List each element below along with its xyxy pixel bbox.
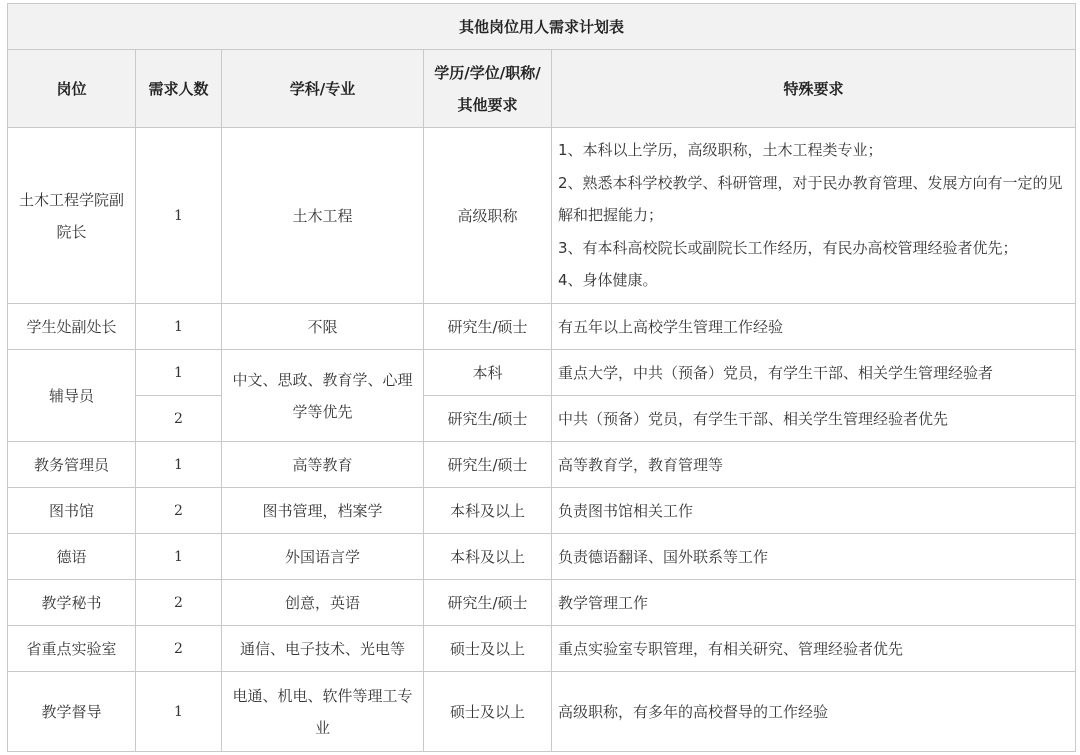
cell-major: 外国语言学 <box>222 534 424 580</box>
cell-position: 德语 <box>8 534 136 580</box>
cell-position: 图书馆 <box>8 488 136 534</box>
cell-count: 1 <box>136 304 222 350</box>
special-item: 4、身体健康。 <box>558 271 658 290</box>
cell-degree: 本科及以上 <box>424 488 552 534</box>
table-row <box>8 396 1076 442</box>
table-row <box>8 626 1076 672</box>
cell-special: 高级职称，有多年的高校督导的工作经验 <box>552 672 1076 752</box>
cell-position: 教学督导 <box>8 672 136 752</box>
recruitment-plan-table <box>7 3 1076 752</box>
header-degree-line2: 其他要求 <box>457 95 518 114</box>
cell-count: 1 <box>136 128 222 304</box>
cell-special: 有五年以上高校学生管理工作经验 <box>552 304 1076 350</box>
cell-position: 省重点实验室 <box>8 626 136 672</box>
cell-major: 不限 <box>222 304 424 350</box>
table-title: 其他岗位用人需求计划表 <box>8 4 1076 50</box>
cell-special: 教学管理工作 <box>552 580 1076 626</box>
header-position: 岗位 <box>8 50 136 128</box>
cell-major: 创意，英语 <box>222 580 424 626</box>
cell-count: 1 <box>136 534 222 580</box>
header-degree-line1: 学历/学位/职称/ <box>434 63 541 82</box>
cell-degree: 高级职称 <box>424 128 552 304</box>
cell-position: 辅导员 <box>8 350 136 442</box>
cell-count: 2 <box>136 396 222 442</box>
table-row <box>8 304 1076 350</box>
cell-major: 土木工程 <box>222 128 424 304</box>
cell-count: 1 <box>136 350 222 396</box>
header-degree <box>424 50 552 128</box>
cell-degree: 本科 <box>424 350 552 396</box>
cell-special: 中共（预备）党员，有学生干部、相关学生管理经验者优先 <box>552 396 1076 442</box>
cell-special: 负责德语翻译、国外联系等工作 <box>552 534 1076 580</box>
cell-count: 2 <box>136 580 222 626</box>
cell-special: 负责图书馆相关工作 <box>552 488 1076 534</box>
table-row <box>8 442 1076 488</box>
cell-position: 教学秘书 <box>8 580 136 626</box>
cell-position: 学生处副处长 <box>8 304 136 350</box>
cell-major: 通信、电子技术、光电等 <box>222 626 424 672</box>
cell-count: 2 <box>136 488 222 534</box>
table-row <box>8 488 1076 534</box>
cell-count: 2 <box>136 626 222 672</box>
header-major: 学科/专业 <box>222 50 424 128</box>
cell-count: 1 <box>136 442 222 488</box>
special-item: 1、本科以上学历，高级职称，土木工程类专业； <box>558 141 883 160</box>
table-row <box>8 534 1076 580</box>
cell-degree: 研究生/硕士 <box>424 580 552 626</box>
special-item: 3、有本科高校院长或副院长工作经历，有民办高校管理经验者优先； <box>558 238 1018 257</box>
cell-major: 电通、机电、软件等理工专业 <box>222 672 424 752</box>
cell-major: 中文、思政、教育学、心理学等优先 <box>222 350 424 442</box>
cell-special <box>552 128 1076 304</box>
header-special: 特殊要求 <box>552 50 1076 128</box>
cell-degree: 研究生/硕士 <box>424 304 552 350</box>
table-row <box>8 672 1076 752</box>
cell-position: 教务管理员 <box>8 442 136 488</box>
cell-degree: 硕士及以上 <box>424 672 552 752</box>
table-row <box>8 580 1076 626</box>
cell-special: 重点大学，中共（预备）党员，有学生干部、相关学生管理经验者 <box>552 350 1076 396</box>
cell-special: 重点实验室专职管理，有相关研究、管理经验者优先 <box>552 626 1076 672</box>
cell-degree: 本科及以上 <box>424 534 552 580</box>
cell-count: 1 <box>136 672 222 752</box>
table-row <box>8 128 1076 304</box>
cell-major: 图书管理，档案学 <box>222 488 424 534</box>
special-item: 2、熟悉本科学校教学、科研管理，对于民办教育管理、发展方向有一定的见解和把握能力； <box>558 173 1063 225</box>
cell-major: 高等教育 <box>222 442 424 488</box>
cell-degree: 研究生/硕士 <box>424 442 552 488</box>
cell-special: 高等教育学，教育管理等 <box>552 442 1076 488</box>
header-count: 需求人数 <box>136 50 222 128</box>
cell-degree: 硕士及以上 <box>424 626 552 672</box>
cell-degree: 研究生/硕士 <box>424 396 552 442</box>
cell-position: 土木工程学院副院长 <box>8 128 136 304</box>
table-row <box>8 350 1076 396</box>
